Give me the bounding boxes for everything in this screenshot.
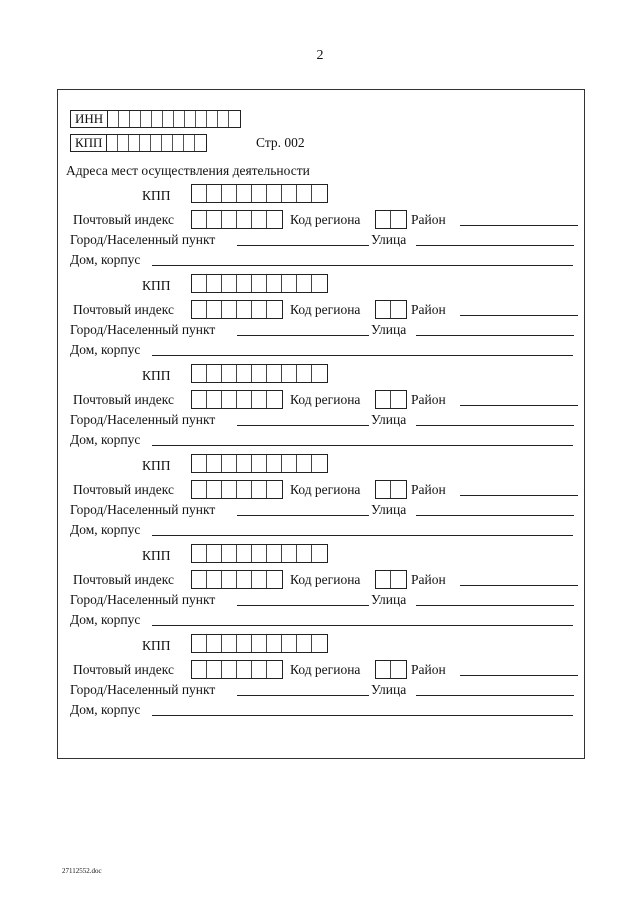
city-line[interactable] [237, 245, 369, 246]
house-label: Дом, корпус [70, 522, 141, 537]
footer-filename: 27112552.doc [62, 867, 102, 875]
region-code-label: Код региона [290, 212, 361, 227]
section-title: Адреса мест осуществления деятельности [66, 163, 310, 178]
region-code-label: Код региона [290, 662, 361, 677]
street-line[interactable] [416, 695, 574, 696]
postal-index-boxes[interactable] [191, 660, 283, 679]
city-line[interactable] [237, 695, 369, 696]
district-line[interactable] [460, 585, 578, 586]
postal-index-label: Почтовый индекс [73, 392, 174, 407]
postal-index-boxes[interactable] [191, 480, 283, 499]
postal-index-boxes[interactable] [191, 210, 283, 229]
postal-index-label: Почтовый индекс [73, 302, 174, 317]
city-label: Город/Населенный пункт [70, 412, 216, 427]
street-label: Улица [371, 232, 407, 247]
kpp-boxes[interactable] [191, 634, 328, 653]
kpp-label: КПП [142, 188, 171, 203]
page-label: Стр. 002 [256, 135, 305, 150]
kpp-field[interactable] [70, 134, 207, 152]
city-line[interactable] [237, 335, 369, 336]
street-label: Улица [371, 412, 407, 427]
house-line[interactable] [152, 625, 573, 626]
kpp-label: КПП [142, 368, 171, 383]
postal-index-label: Почтовый индекс [73, 482, 174, 497]
city-label: Город/Населенный пункт [70, 322, 216, 337]
street-line[interactable] [416, 425, 574, 426]
district-label: Район [411, 662, 446, 677]
district-line[interactable] [460, 225, 578, 226]
city-line[interactable] [237, 605, 369, 606]
street-line[interactable] [416, 335, 574, 336]
city-line[interactable] [237, 425, 369, 426]
postal-index-boxes[interactable] [191, 300, 283, 319]
region-code-boxes[interactable] [375, 570, 407, 589]
region-code-label: Код региона [290, 302, 361, 317]
postal-index-label: Почтовый индекс [73, 662, 174, 677]
kpp-label: КПП [142, 458, 171, 473]
house-line[interactable] [152, 265, 573, 266]
kpp-boxes[interactable] [191, 184, 328, 203]
city-line[interactable] [237, 515, 369, 516]
district-label: Район [411, 302, 446, 317]
region-code-label: Код региона [290, 392, 361, 407]
district-line[interactable] [460, 675, 578, 676]
district-label: Район [411, 212, 446, 227]
region-code-label: Код региона [290, 482, 361, 497]
postal-index-boxes[interactable] [191, 390, 283, 409]
house-label: Дом, корпус [70, 432, 141, 447]
house-line[interactable] [152, 715, 573, 716]
street-label: Улица [371, 682, 407, 697]
region-code-boxes[interactable] [375, 390, 407, 409]
kpp-boxes[interactable] [191, 274, 328, 293]
inn-field[interactable] [70, 110, 241, 128]
postal-index-boxes[interactable] [191, 570, 283, 589]
inn-label: ИНН [71, 111, 108, 127]
street-line[interactable] [416, 245, 574, 246]
kpp-boxes[interactable] [191, 544, 328, 563]
postal-index-label: Почтовый индекс [73, 572, 174, 587]
postal-index-label: Почтовый индекс [73, 212, 174, 227]
street-line[interactable] [416, 515, 574, 516]
city-label: Город/Населенный пункт [70, 232, 216, 247]
house-label: Дом, корпус [70, 342, 141, 357]
kpp-boxes[interactable] [191, 364, 328, 383]
house-line[interactable] [152, 445, 573, 446]
street-label: Улица [371, 502, 407, 517]
region-code-boxes[interactable] [375, 660, 407, 679]
house-label: Дом, корпус [70, 702, 141, 717]
kpp-label: КПП [71, 135, 107, 151]
kpp-label: КПП [142, 278, 171, 293]
house-label: Дом, корпус [70, 252, 141, 267]
region-code-boxes[interactable] [375, 210, 407, 229]
street-label: Улица [371, 322, 407, 337]
district-line[interactable] [460, 315, 578, 316]
kpp-boxes[interactable] [191, 454, 328, 473]
district-line[interactable] [460, 495, 578, 496]
city-label: Город/Населенный пункт [70, 592, 216, 607]
region-code-boxes[interactable] [375, 480, 407, 499]
kpp-label: КПП [142, 548, 171, 563]
city-label: Город/Населенный пункт [70, 682, 216, 697]
kpp-label: КПП [142, 638, 171, 653]
house-line[interactable] [152, 535, 573, 536]
city-label: Город/Населенный пункт [70, 502, 216, 517]
house-line[interactable] [152, 355, 573, 356]
district-label: Район [411, 392, 446, 407]
house-label: Дом, корпус [70, 612, 141, 627]
district-line[interactable] [460, 405, 578, 406]
page-number: 2 [316, 48, 324, 63]
street-label: Улица [371, 592, 407, 607]
region-code-boxes[interactable] [375, 300, 407, 319]
district-label: Район [411, 482, 446, 497]
district-label: Район [411, 572, 446, 587]
street-line[interactable] [416, 605, 574, 606]
region-code-label: Код региона [290, 572, 361, 587]
